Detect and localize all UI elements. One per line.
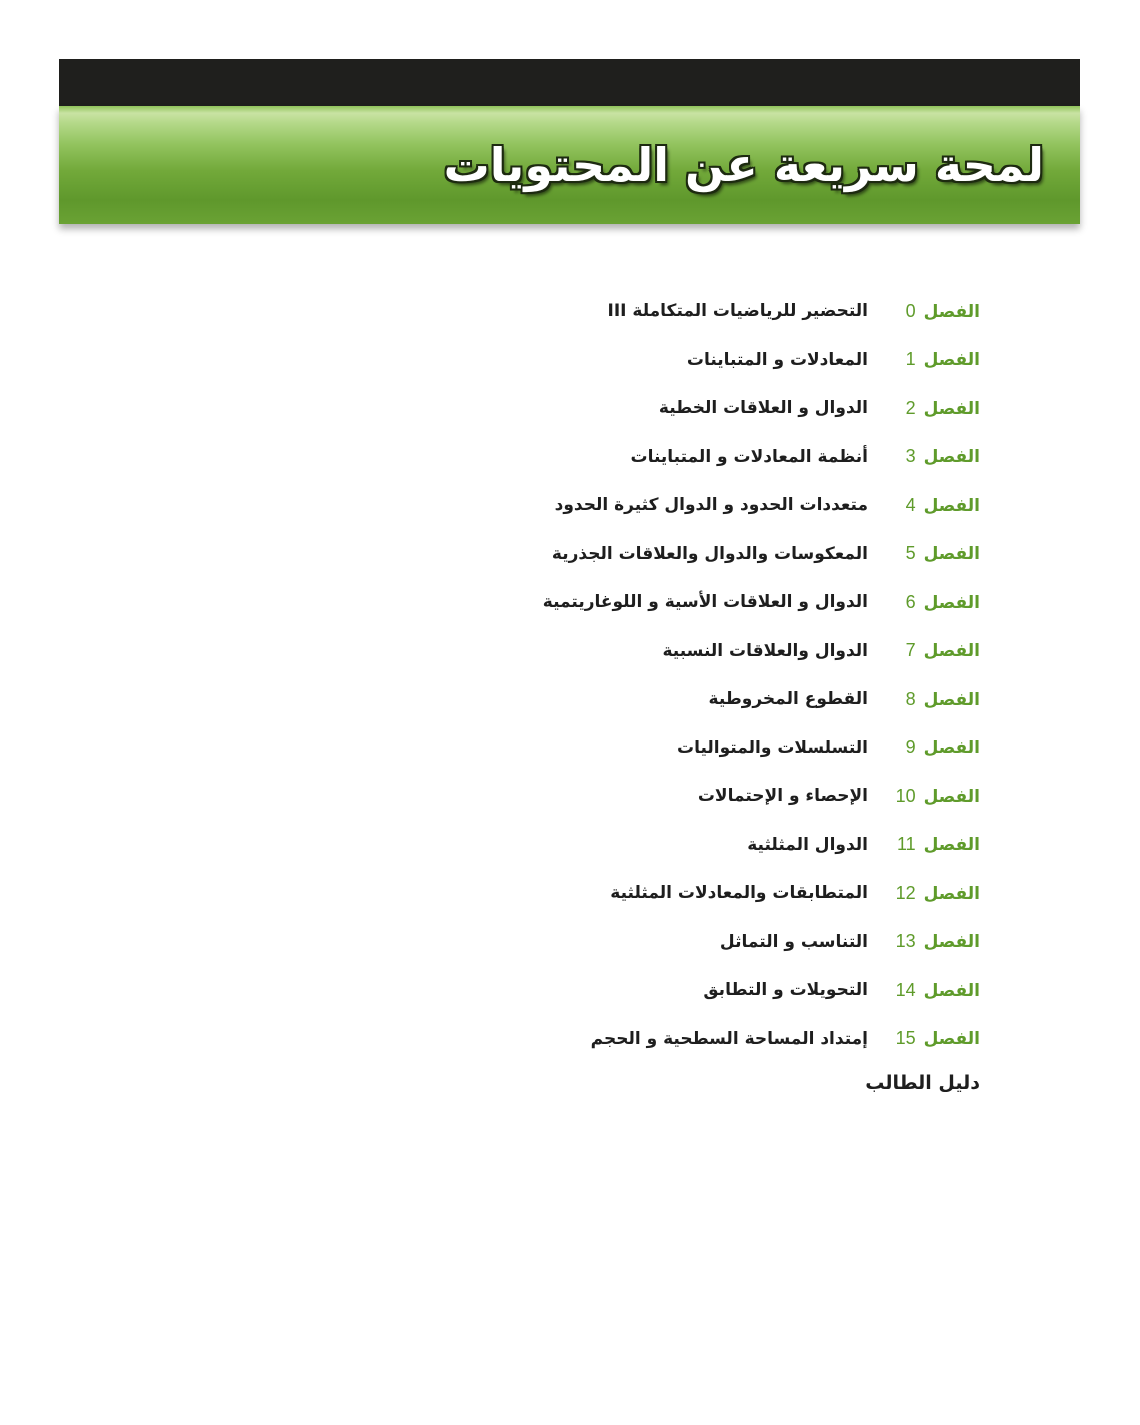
chapter-title[interactable]: الدوال والعلاقات النسبية xyxy=(662,640,868,661)
chapter-title[interactable]: إمتداد المساحة السطحية و الحجم xyxy=(590,1028,868,1049)
chapter-number: 7 xyxy=(905,640,916,661)
header-dark-bar xyxy=(59,59,1080,106)
table-of-contents xyxy=(280,287,980,1063)
toc-item-chapter-5[interactable] xyxy=(280,530,980,579)
chapter-word: الفصل xyxy=(923,932,980,953)
chapter-word: الفصل xyxy=(923,350,980,371)
toc-item-chapter-14[interactable] xyxy=(280,966,980,1015)
chapter-number: 0 xyxy=(905,300,916,321)
chapter-title[interactable]: متعددات الحدود و الدوال كثيرة الحدود xyxy=(554,495,868,516)
chapter-number: 1 xyxy=(905,349,916,370)
toc-item-chapter-15[interactable] xyxy=(280,1015,980,1064)
chapter-word: الفصل xyxy=(923,786,980,807)
chapter-label xyxy=(868,349,980,370)
toc-item-chapter-1[interactable] xyxy=(280,336,980,385)
chapter-title[interactable]: الإحصاء و الإحتمالات xyxy=(697,786,868,807)
chapter-word: الفصل xyxy=(923,738,980,759)
chapter-number: 3 xyxy=(905,446,916,467)
chapter-label xyxy=(868,640,980,661)
chapter-label xyxy=(868,543,980,564)
chapter-label xyxy=(868,931,980,952)
chapter-word: الفصل xyxy=(923,398,980,419)
chapter-word: الفصل xyxy=(923,835,980,856)
chapter-label xyxy=(868,1028,980,1049)
chapter-title[interactable]: المتطابقات والمعادلات المثلثية xyxy=(610,883,868,904)
chapter-label xyxy=(868,834,980,855)
chapter-number: 9 xyxy=(905,737,916,758)
chapter-number: 14 xyxy=(895,979,916,1000)
toc-item-chapter-10[interactable] xyxy=(280,772,980,821)
chapter-word: الفصل xyxy=(923,447,980,468)
student-guide-link[interactable]: دليل الطالب xyxy=(865,1072,980,1094)
chapter-word: الفصل xyxy=(923,980,980,1001)
chapter-title[interactable]: التحويلات و التطابق xyxy=(703,980,868,1001)
chapter-number: 12 xyxy=(895,882,916,903)
chapter-label xyxy=(868,883,980,904)
chapter-label xyxy=(868,301,980,322)
chapter-title[interactable]: أنظمة المعادلات و المتباينات xyxy=(630,446,868,467)
chapter-word: الفصل xyxy=(923,301,980,322)
chapter-word: الفصل xyxy=(923,883,980,904)
chapter-label xyxy=(868,446,980,467)
chapter-word: الفصل xyxy=(923,1029,980,1050)
chapter-label xyxy=(868,495,980,516)
chapter-title[interactable]: الدوال المثلثية xyxy=(747,834,868,855)
chapter-word: الفصل xyxy=(923,495,980,516)
chapter-title[interactable]: التناسب و التماثل xyxy=(719,931,868,952)
chapter-title[interactable]: الدوال و العلاقات الأسية و اللوغاريتمية xyxy=(542,592,868,613)
chapter-title[interactable]: القطوع المخروطية xyxy=(708,689,868,710)
chapter-number: 13 xyxy=(895,931,916,952)
chapter-number: 5 xyxy=(905,543,916,564)
toc-item-chapter-13[interactable] xyxy=(280,918,980,967)
chapter-label xyxy=(868,737,980,758)
toc-item-chapter-0[interactable] xyxy=(280,287,980,336)
page-title: لمحة سريعة عن المحتويات xyxy=(443,138,1044,192)
chapter-title[interactable]: التحضير للرياضيات المتكاملة III xyxy=(607,301,868,322)
toc-item-chapter-8[interactable] xyxy=(280,675,980,724)
chapter-title[interactable]: الدوال و العلاقات الخطية xyxy=(658,398,868,419)
chapter-label xyxy=(868,689,980,710)
chapter-label xyxy=(868,980,980,1001)
toc-item-chapter-3[interactable] xyxy=(280,433,980,482)
toc-item-chapter-7[interactable] xyxy=(280,627,980,676)
chapter-word: الفصل xyxy=(923,641,980,662)
chapter-number: 11 xyxy=(896,834,916,855)
chapter-number: 4 xyxy=(905,494,916,515)
chapter-label xyxy=(868,786,980,807)
chapter-label xyxy=(868,592,980,613)
chapter-title[interactable]: المعادلات و المتباينات xyxy=(686,349,868,370)
toc-item-chapter-11[interactable] xyxy=(280,821,980,870)
chapter-word: الفصل xyxy=(923,592,980,613)
chapter-title[interactable]: التسلسلات والمتواليات xyxy=(677,737,868,758)
toc-item-chapter-4[interactable] xyxy=(280,481,980,530)
chapter-number: 15 xyxy=(895,1028,916,1049)
chapter-number: 8 xyxy=(905,688,916,709)
chapter-number: 10 xyxy=(895,785,916,806)
toc-item-chapter-9[interactable] xyxy=(280,724,980,773)
chapter-label xyxy=(868,398,980,419)
toc-item-chapter-2[interactable] xyxy=(280,384,980,433)
toc-item-chapter-12[interactable] xyxy=(280,869,980,918)
chapter-number: 2 xyxy=(905,397,916,418)
chapter-number: 6 xyxy=(905,591,916,612)
chapter-word: الفصل xyxy=(923,689,980,710)
toc-item-chapter-6[interactable] xyxy=(280,578,980,627)
chapter-word: الفصل xyxy=(923,544,980,565)
chapter-title[interactable]: المعكوسات والدوال والعلاقات الجذرية xyxy=(551,543,868,564)
